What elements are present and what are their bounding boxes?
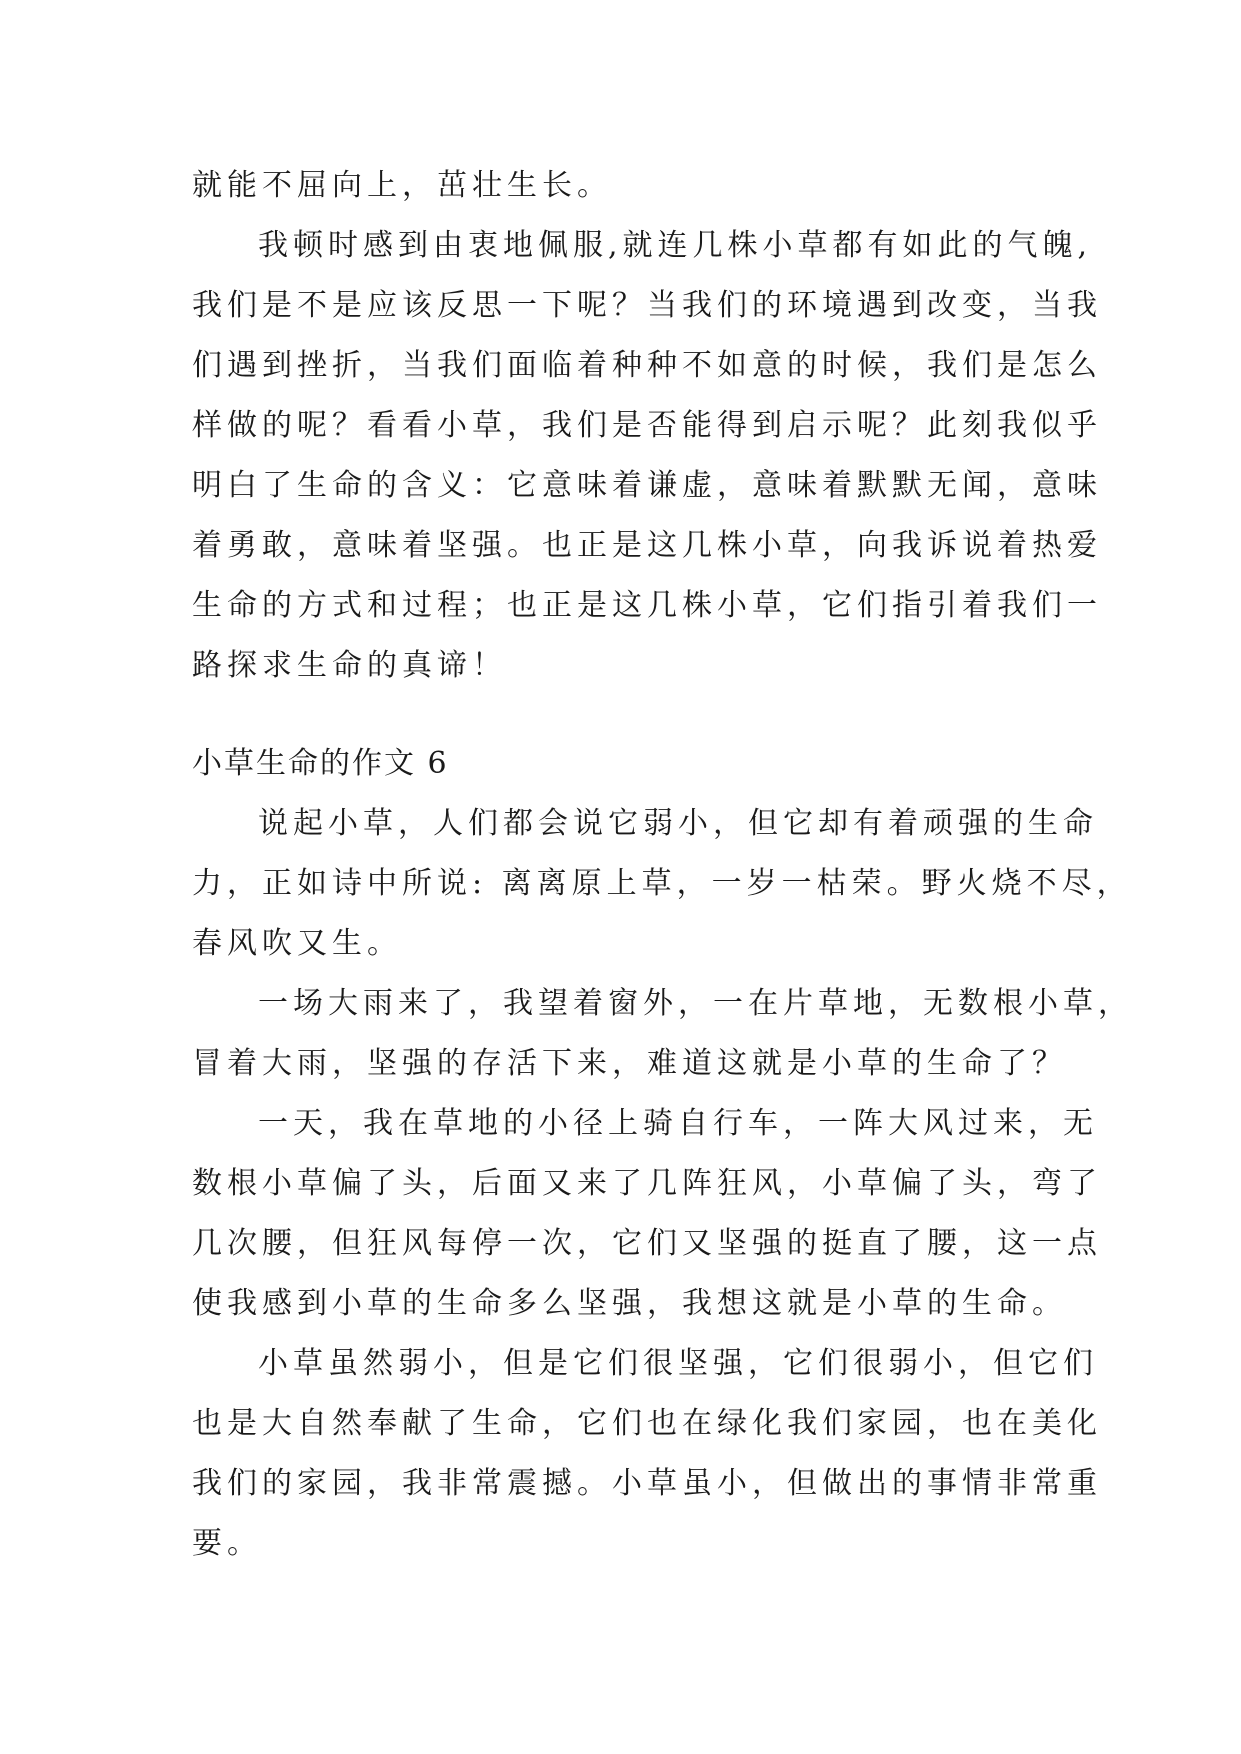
paragraph-line: 使我感到小草的生命多么坚强，我想这就是小草的生命。 bbox=[192, 1286, 1067, 1321]
paragraph-line: 明白了生命的含义：它意味着谦虚，意味着默默无闻，意味 bbox=[192, 468, 1102, 503]
paragraph-line: 小草虽然弱小，但是它们很坚强，它们很弱小，但它们 bbox=[258, 1346, 1098, 1381]
paragraph-line: 我们是不是应该反思一下呢？当我们的环境遇到改变，当我 bbox=[192, 288, 1102, 323]
paragraph-line: 们遇到挫折，当我们面临着种种不如意的时候，我们是怎么 bbox=[192, 348, 1102, 383]
paragraph-line: 也是大自然奉献了生命，它们也在绿化我们家园，也在美化 bbox=[192, 1406, 1102, 1441]
paragraph-line: 路探求生命的真谛！ bbox=[192, 648, 507, 683]
document-body bbox=[192, 156, 1133, 1574]
paragraph-line: 几次腰，但狂风每停一次，它们又坚强的挺直了腰，这一点 bbox=[192, 1226, 1102, 1261]
paragraph-line: 力，正如诗中所说: 离离原上草，一岁一枯荣。野火烧不尽， bbox=[192, 866, 1132, 901]
paragraph-line: 我顿时感到由衷地佩服,就连几株小草都有如此的气魄, bbox=[258, 228, 1093, 263]
paragraph-line: 一天，我在草地的小径上骑自行车，一阵大风过来，无 bbox=[258, 1106, 1098, 1141]
section-gap bbox=[192, 696, 1072, 734]
paragraph-line: 春风吹又生。 bbox=[192, 926, 402, 961]
paragraph-line: 说起小草，人们都会说它弱小，但它却有着顽强的生命 bbox=[258, 806, 1098, 841]
paragraph-line: 就能不屈向上，茁壮生长。 bbox=[192, 168, 612, 203]
paragraph-line: 冒着大雨，坚强的存活下来，难道这就是小草的生命了？ bbox=[192, 1046, 1067, 1081]
paragraph-line: 数根小草偏了头，后面又来了几阵狂风，小草偏了头，弯了 bbox=[192, 1166, 1102, 1201]
paragraph-line: 一场大雨来了，我望着窗外，一在片草地，无数根小草， bbox=[258, 986, 1133, 1021]
paragraph-line: 要。 bbox=[192, 1526, 262, 1561]
paragraph-line: 样做的呢？看看小草，我们是否能得到启示呢？此刻我似乎 bbox=[192, 408, 1102, 443]
paragraph-line: 生命的方式和过程；也正是这几株小草，它们指引着我们一 bbox=[192, 588, 1102, 623]
paragraph-line: 我们的家园，我非常震撼。小草虽小，但做出的事情非常重 bbox=[192, 1466, 1102, 1501]
section-title: 小草生命的作文 6 bbox=[192, 746, 449, 781]
paragraph-line: 着勇敢，意味着坚强。也正是这几株小草，向我诉说着热爱 bbox=[192, 528, 1102, 563]
